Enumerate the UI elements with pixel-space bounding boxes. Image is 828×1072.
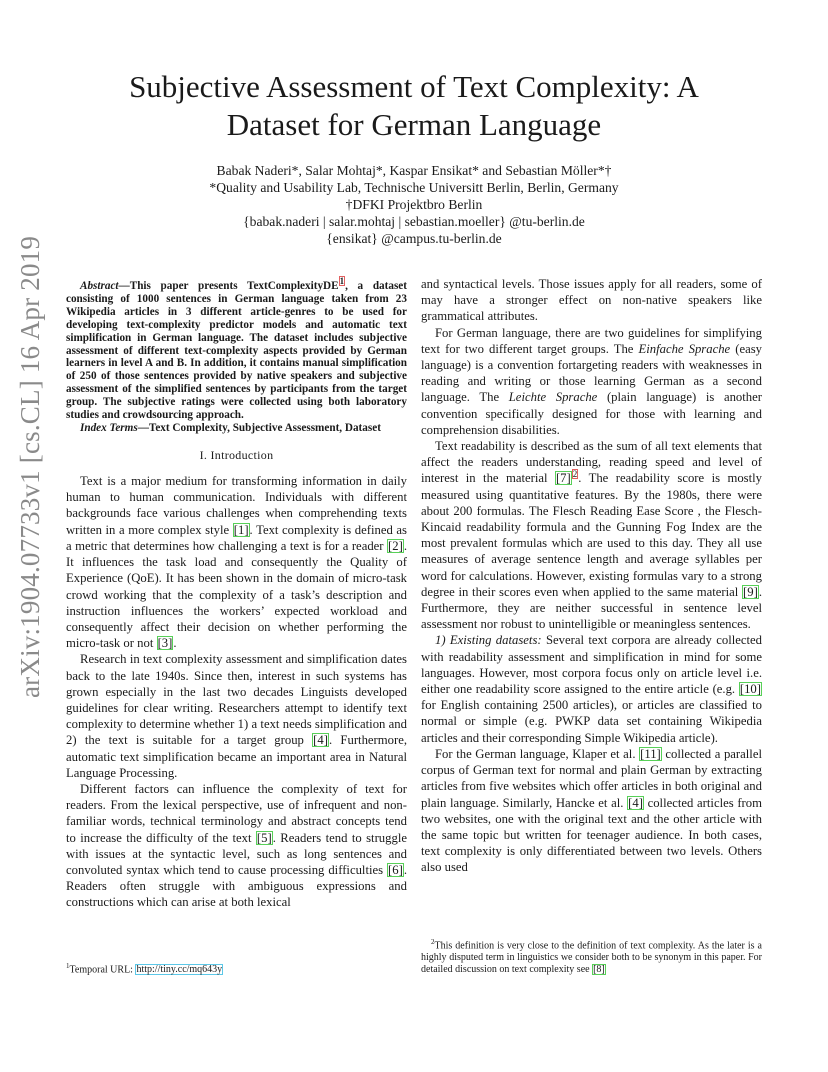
text-run: . It influences the task load and consequently the Quality of Experience (QoE). It has been shown in the domain of micro-task crowd working that the complexity of a task’s description and instruction influences the workers’ expected workload and consequently affect their decision on whether performing the micro-task or not — [66, 538, 407, 651]
text-run: For the German language, Klaper et al. — [435, 746, 640, 761]
text-run: Text readability is described as the sum of all text elements that affect the readers understanding, reading speed and level of interest in the material — [421, 439, 762, 486]
index-terms — [66, 422, 407, 435]
text-run: Research in text complexity assessment and simplification dates back to the late 1940s. Since then, interest in such systems has grown especially in the last two decades Linguists developed guidelines for clear writing. Researchers attempt to identify text complexity to determine whether 1) a text needs simplification and 2) the text is suitable for a target group — [66, 652, 407, 748]
text-run: for English containing 2500 articles), or articles are classified to normal or simple (e.g. PWKP data set containing Wikipedia articles and their corresponding Simple Wikipedia article). — [421, 698, 762, 745]
affiliation-1: *Quality and Usability Lab, Technische Universitt Berlin, Berlin, Germany — [209, 180, 619, 195]
arxiv-stamp: arXiv:1904.07733v1 [cs.CL] 16 Apr 2019 — [15, 235, 45, 698]
citation-link[interactable]: [9] — [743, 584, 758, 599]
footnote-1-mark: 1 — [66, 962, 70, 970]
text-run: (plain language) is another convention specifically designed for those with learning and comprehension disabilities. — [421, 390, 762, 437]
citation-link[interactable]: [1] — [233, 522, 249, 537]
text-run: . Furthermore, automatic text simplification became an important area in Natural Language Processing. — [66, 733, 408, 780]
citation-link[interactable]: [6] — [388, 862, 403, 877]
right-paragraph-2 — [421, 438, 762, 632]
text-run: . The readability score is mostly measured using quantitative features. By the 1980s, there were about 200 formulas. The Flesch Reading Ease Score , the Flesch-Kincaid readability formula and the Gunning Fog Index are the most prevalent formulas which are used to this day. They all use measures of average sentence length and average syllables per word for calculations. However, existing formulas vary to a strong degree in their scores even when applied to the same material — [421, 471, 762, 599]
email-line-2: {ensikat} @campus.tu-berlin.de — [326, 231, 502, 246]
affiliation-2: †DFKI Projektbro Berlin — [345, 197, 483, 212]
left-column — [66, 276, 408, 911]
author-block — [80, 162, 748, 247]
footnote-1-label: Temporal URL: — [69, 964, 136, 976]
text-run: Text is a major medium for transforming information in daily human to human communication. Individuals with different backgrounds face various challenges when comprehending texts written in a more complex style — [66, 474, 407, 537]
footnote-ref-1[interactable]: 1 — [339, 276, 345, 287]
section-heading-introduction: I. Introduction — [199, 447, 274, 462]
text-run: Different factors can influence the complexity of text for readers. From the lexical perspective, use of infrequent and non-familiar words, technical terminology and abstract concepts tend to increase the difficulty of the text — [66, 781, 407, 845]
footnote-url-link[interactable]: http://tiny.cc/mq643y — [136, 964, 223, 976]
text-run: . — [173, 636, 177, 651]
text-run: . Text complexity is defined as a metric that determines how challenging a text is for a reader — [66, 522, 407, 553]
citation-link[interactable]: [10] — [739, 682, 761, 697]
text-run: . Furthermore, they are neither successful in sentence level assessment nor robust to unintelligible or meaningless sentences. — [421, 584, 762, 632]
text-run: collected a parallel corpus of German text for normal and plain German by extracting articles from five websites which offer articles in both original and plain language. Similarly, Hancke et al. — [421, 746, 762, 810]
title-line-1: Subjective Assessment of Text Complexity: A — [129, 69, 699, 104]
text-run: Several text corpora are already collected with readability assessment and simplification in mind for some languages. However, most corpora focus only on article level i.e. either one readability score assigned to the entire article (e.g. — [421, 633, 763, 697]
text-run: (easy language) is a convention fortargeting readers with weaknesses in reading and writing or those learning German as a second language. The — [421, 341, 762, 405]
footnote-1 — [66, 960, 223, 976]
abstract-text: , a dataset consisting of 1000 sentences in German language taken from 23 Wikipedia articles in 3 different article-genres to be used for developing text-complexity predictor models and automatic text simplification in German language. The dataset includes subjective assessment of different text-complexity aspects provided by German learners in level A and B. In addition, it contains manual simplification of 250 of those sentences provided by native speakers and subjective assessment of the simplified sentences by participants from the target group. The subjective ratings were collected using both laboratory studies and crowdsourcing approach. — [66, 280, 407, 422]
footnote-ref-2[interactable]: 2 — [572, 469, 578, 480]
abstract-label: Abstract — [80, 280, 119, 292]
subsection-heading-existing-datasets: 1) Existing datasets: — [435, 633, 542, 648]
citation-link[interactable]: [4] — [313, 733, 328, 748]
index-terms-label: Index Terms — [80, 421, 138, 434]
text-run: collected articles from two websites, one with the original text and the other article with the same topic but written for teenager audience. In both cases, text complexity is only differentiated between two levels. Others also used — [421, 795, 762, 875]
text-run: . Readers often struggle with ambiguous expressions and constructions which can arise at both lexical — [66, 862, 407, 910]
right-paragraph-0: and syntactical levels. Those issues apply for all readers, some of may have a stronger effect on non-native speakers like grammatical attributes. — [421, 277, 762, 324]
right-paragraph-3 — [421, 632, 762, 745]
citation-link[interactable]: [2] — [388, 538, 403, 553]
left-paragraph-1 — [66, 473, 407, 651]
citation-link[interactable]: [5] — [256, 830, 272, 845]
index-terms-text: —Text Complexity, Subjective Assessment, Dataset — [137, 421, 381, 434]
term-einfache-sprache: Einfache Sprache — [638, 341, 731, 356]
term-leichte-sprache: Leichte Sprache — [508, 390, 598, 405]
paper-title — [80, 68, 748, 144]
citation-link[interactable]: [3] — [157, 636, 173, 651]
citation-link[interactable]: [8] — [593, 964, 605, 976]
author-names: Babak Naderi*, Salar Mohtaj*, Kaspar Ensikat* and Sebastian Möller*† — [216, 163, 612, 178]
left-paragraph-3 — [66, 781, 407, 911]
footnote-2-mark: 2 — [431, 938, 435, 946]
citation-link[interactable]: [4] — [628, 795, 643, 810]
text-run: . Readers tend to struggle with issues at the syntactic level, such as long sentences and convoluted syntax which tend to cause processing difficulties — [66, 830, 407, 877]
footnote-2 — [421, 936, 762, 976]
citation-link[interactable]: [7] — [555, 471, 571, 486]
title-line-2: Dataset for German Language — [226, 107, 602, 142]
abstract-text-pre: —This paper presents TextComplexityDE — [118, 280, 339, 292]
text-run: For German language, there are two guidelines for simplifying text for two different target groups. The — [421, 325, 762, 356]
right-paragraph-1 — [421, 325, 762, 438]
right-paragraph-4 — [421, 746, 762, 876]
left-paragraph-2 — [66, 651, 407, 781]
citation-link[interactable]: [11] — [640, 746, 661, 761]
abstract — [66, 276, 407, 422]
email-line-1: {babak.naderi | salar.mohtaj | sebastian.moeller} @tu-berlin.de — [243, 214, 585, 229]
right-column — [421, 276, 762, 876]
footnote-2-text: This definition is very close to the definition of text complexity. As the later is a highly disputed term in linguistics we consider both to be synonym in this paper. For detailed discussion on text complexity see — [421, 940, 762, 976]
